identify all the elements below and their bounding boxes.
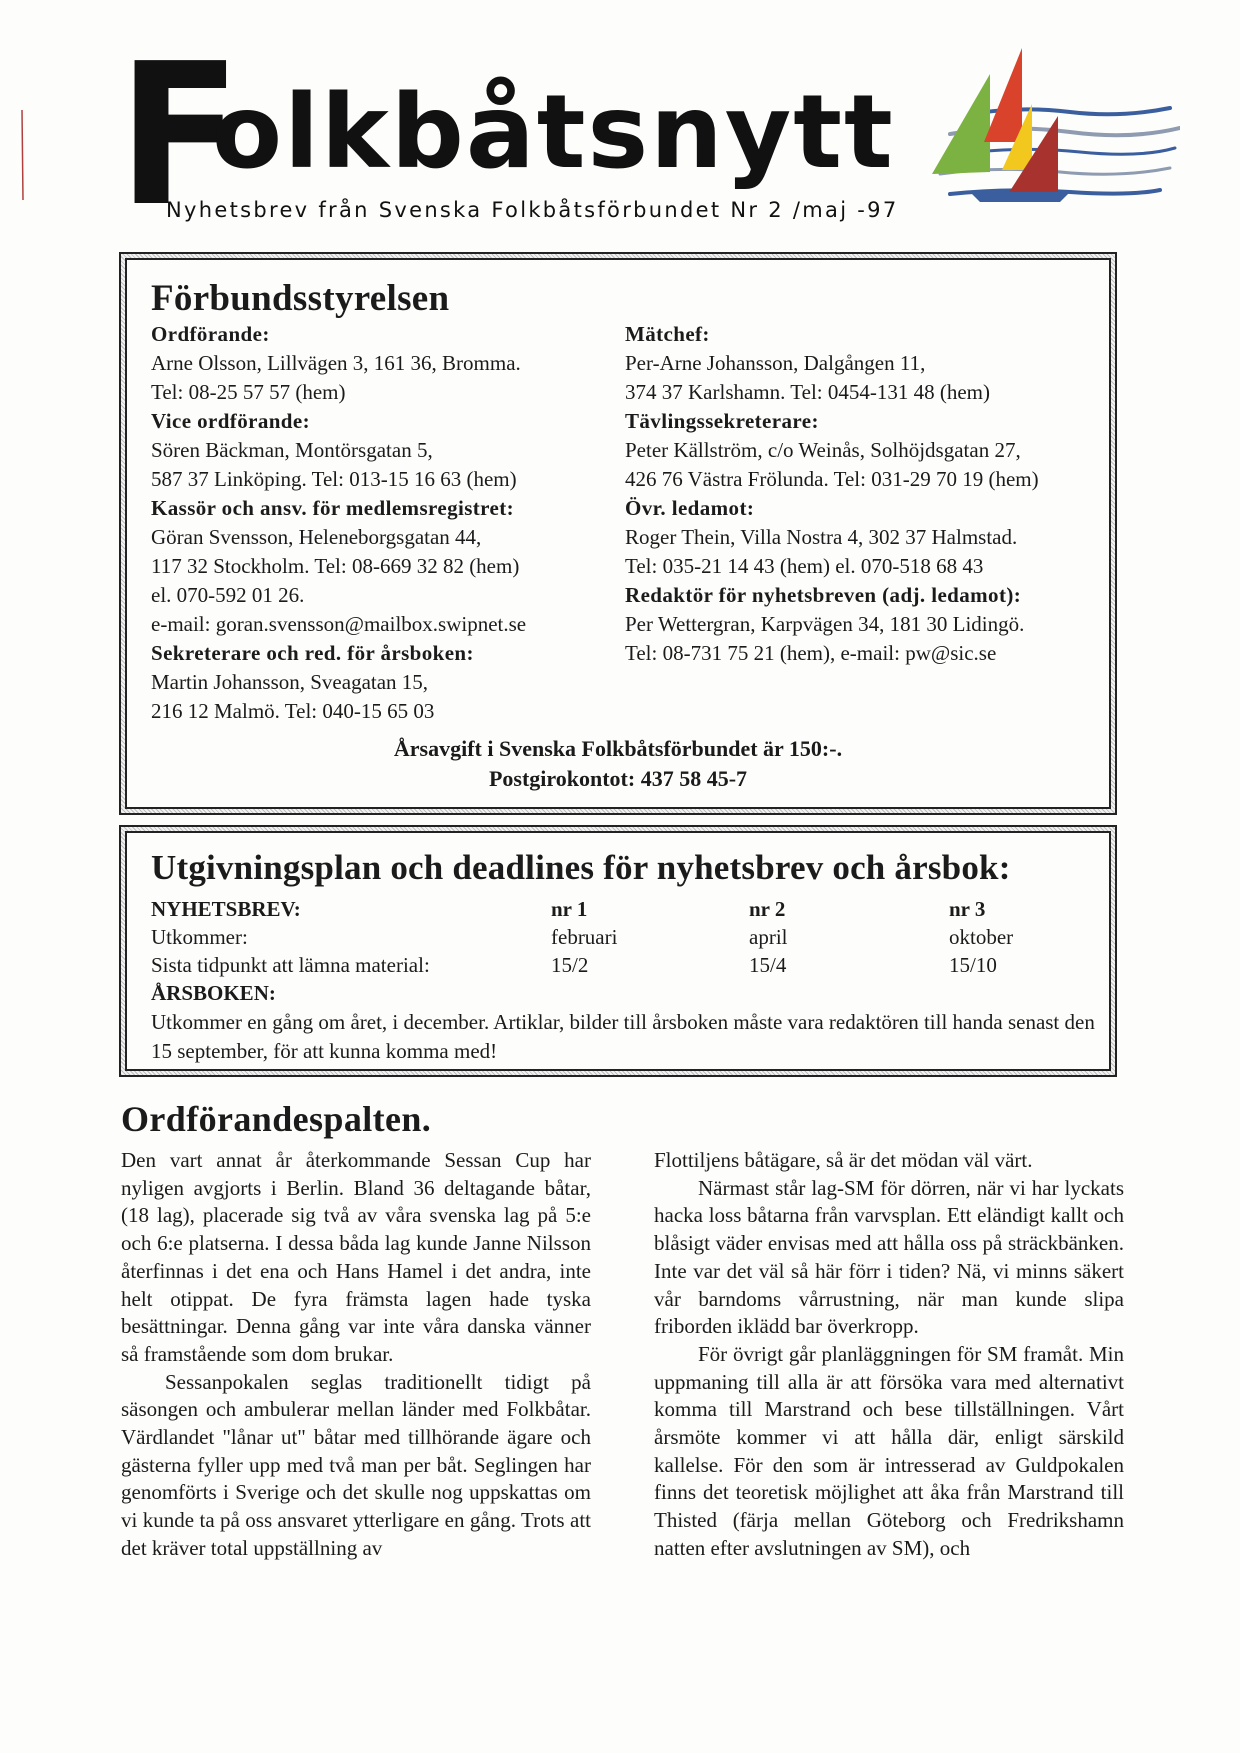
role-label: Kassör och ansv. för medlemsregistret:	[151, 496, 515, 520]
role-label: Mätchef:	[625, 322, 710, 346]
article-paragraph: För övrigt går planläggningen för SM framåt. Min uppmaning till alla är att försöka vara med alternativt komma till Marstrand och bese tillställningen. Vårt årsmöte kommer vi att hålla där, enligt särskild kallelse. För den som är intresserad av Guldpokalen finns det teoretisk möjlighet att åka från Marstrand till Thisted (färja mellan Göteborg och Fredrikshamn natten efter avslutningen av SM), och	[654, 1341, 1124, 1560]
role-label: Ordförande:	[151, 322, 270, 346]
article-title: Ordförandespalten.	[121, 1099, 432, 1139]
schedule-cell: 15/4	[749, 953, 787, 977]
role-label: Tävlingssekreterare:	[625, 409, 819, 433]
schedule-cell: Utkommer:	[151, 925, 248, 949]
contact-line: Peter Källström, c/o Weinås, Solhöjdsgatan 27,	[625, 438, 1021, 462]
contact-line: Per-Arne Johansson, Dalgången 11,	[625, 351, 926, 375]
role-label: Övr. ledamot:	[625, 496, 755, 520]
schedule-box	[119, 825, 1117, 1077]
contact-line: Tel: 08-731 75 21 (hem), e-mail: pw@sic.se	[625, 641, 997, 665]
article-right-column	[654, 1147, 1124, 1563]
fee-info	[127, 734, 1109, 794]
board-box	[119, 252, 1117, 815]
email-link[interactable]: e-mail: goran.svensson@mailbox.swipnet.se	[151, 612, 527, 636]
masthead	[0, 0, 1240, 250]
role-label: Sekreterare och red. för årsboken:	[151, 641, 474, 665]
contact-line: Arne Olsson, Lillvägen 3, 161 36, Bromma.	[151, 351, 521, 375]
schedule-cell: 15/10	[949, 953, 997, 977]
schedule-header-cell: nr 1	[551, 897, 588, 921]
contact-line: 374 37 Karlshamn. Tel: 0454-131 48 (hem)	[625, 380, 990, 404]
schedule-cell: 15/2	[551, 953, 589, 977]
fee-line: Årsavgift i Svenska Folkbåtsförbundet är 150:-.	[393, 736, 843, 761]
contact-line: Per Wettergran, Karpvägen 34, 181 30 Lidingö.	[625, 612, 1025, 636]
article-paragraph: Flottiljens båtägare, så är det mödan väl värt.	[654, 1148, 1033, 1172]
board-right-column	[625, 320, 1039, 668]
article-left-column	[121, 1147, 591, 1563]
arsbok-label: ÅRSBOKEN:	[151, 981, 276, 1005]
contact-line: 216 12 Malmö. Tel: 040-15 65 03	[151, 699, 435, 723]
schedule-cell: Sista tidpunkt att lämna material:	[151, 953, 430, 977]
contact-line: Tel: 08-25 57 57 (hem)	[151, 380, 346, 404]
arsbok-text: Utkommer en gång om året, i december. Artiklar, bilder till årsboken måste vara redaktören till handa senast den 15 september, för att kunna komma med!	[151, 1010, 1095, 1063]
schedule-header-cell: NYHETSBREV:	[151, 897, 301, 921]
contact-line: Göran Svensson, Heleneborgsgatan 44,	[151, 525, 482, 549]
contact-line: Tel: 035-21 14 43 (hem) el. 070-518 68 43	[625, 554, 984, 578]
schedule-title: Utgivningsplan och deadlines för nyhetsbrev och årsbok:	[151, 848, 1011, 887]
role-label: Vice ordförande:	[151, 409, 310, 433]
logo-title: olkbåtsnytt	[212, 73, 895, 192]
contact-line: 426 76 Västra Frölunda. Tel: 031-29 70 19 (hem)	[625, 467, 1039, 491]
giro-line: Postgirokontot: 437 58 45-7	[488, 766, 748, 791]
schedule-header-cell: nr 3	[949, 897, 986, 921]
schedule-cell: april	[749, 925, 788, 949]
contact-line: 587 37 Linköping. Tel: 013-15 16 63 (hem)	[151, 467, 517, 491]
article-paragraph: Den vart annat år återkommande Sessan Cup har nyligen avgjorts i Berlin. Bland 36 deltagande båtar, (18 lag), placerade sig två av våra svenska lag på 5:e och 6:e platserna. I dessa båda lag kunde Janne Nilsson återfinnas i det ena och Hans Hamel i det andra, inte helt otippat. De fyra främsta lagen hade tyska besättningar. Denna gång var inte våra danska vänner så framstående som dom brukar.	[121, 1148, 591, 1366]
contact-line: 117 32 Stockholm. Tel: 08-669 32 82 (hem)	[151, 554, 520, 578]
board-left-column	[151, 320, 526, 726]
contact-line: Sören Bäckman, Montörsgatan 5,	[151, 438, 433, 462]
margin-mark	[20, 110, 23, 200]
article-paragraph: Närmast står lag-SM för dörren, när vi har lyckats hacka loss båtarna från varvsplan. Ett eländigt kallt och blåsigt väder envisas med att hålla oss på sträckbänken. Inte var det väl så här förr i tiden? Nä, vi minns säkert vår barndoms vårrustning, när man kunde slipa friborden iklädd bar överkropp.	[654, 1175, 1124, 1339]
contact-line: Martin Johansson, Sveagatan 15,	[151, 670, 429, 694]
logo-letter-f: F	[118, 22, 242, 250]
board-title: Förbundsstyrelsen	[151, 278, 450, 319]
role-label: Redaktör för nyhetsbreven (adj. ledamot):	[625, 583, 1022, 607]
contact-line: el. 070-592 01 26.	[151, 583, 305, 607]
sailboats-logo-icon	[930, 42, 1180, 222]
schedule-cell: oktober	[949, 925, 1014, 949]
masthead-subtitle: Nyhetsbrev från Svenska Folkbåtsförbundet Nr 2 /maj -97	[166, 198, 899, 222]
contact-line: Roger Thein, Villa Nostra 4, 302 37 Halmstad.	[625, 525, 1018, 549]
schedule-cell: februari	[551, 925, 618, 949]
schedule-header-cell: nr 2	[749, 897, 786, 921]
article-paragraph: Sessanpokalen seglas traditionellt tidigt på säsongen och ambulerar mellan länder med Folkbåtar. Värdlandet "lånar ut" båtar med tillhörande ägare och gästerna fyller upp med två man per båt. Seglingen har genomförts i Sverige och det skulle nog uppskattas om vi kunde ta på oss ansvaret ytterligare en gång. Trots att det kräver total uppställning av	[121, 1369, 591, 1560]
